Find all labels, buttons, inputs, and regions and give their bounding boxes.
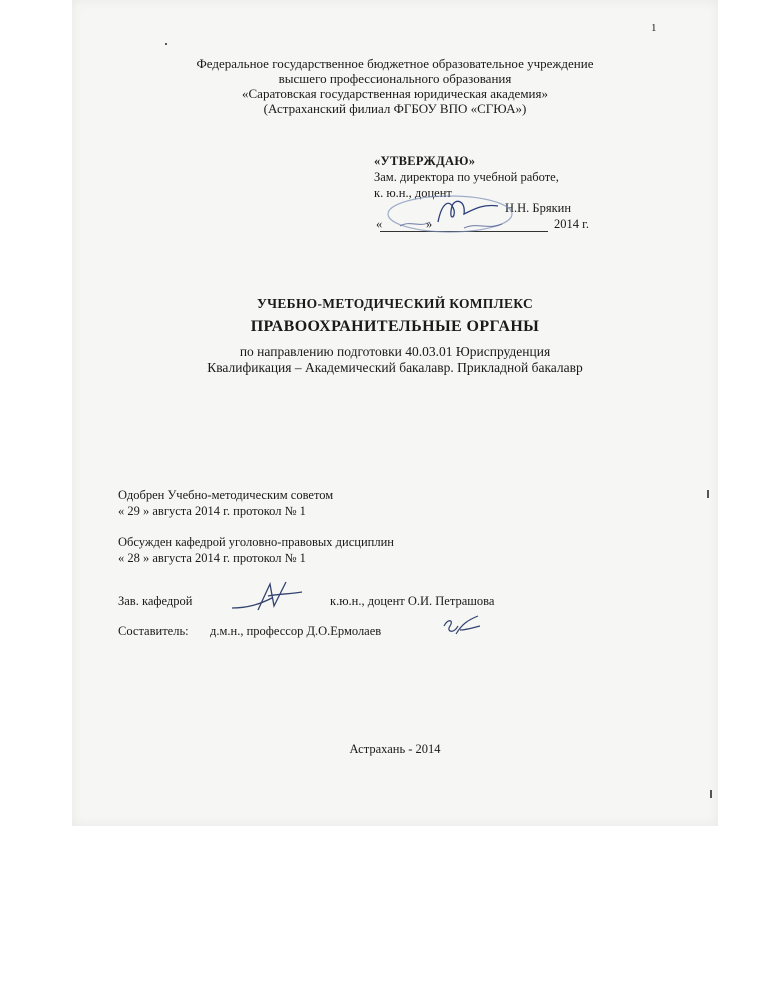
approval-name: Н.Н. Брякин xyxy=(505,201,572,215)
head-signature xyxy=(228,578,318,614)
approval-position: Зам. директора по учебной работе, xyxy=(374,170,559,184)
approval-degree: к. ю.н., доцент xyxy=(374,186,452,200)
author-label: Составитель: xyxy=(118,624,189,638)
scanned-page xyxy=(72,0,718,826)
approval-stamp-signature xyxy=(380,192,515,243)
head-name: к.ю.н., доцент О.И. Петрашова xyxy=(330,594,495,608)
department-discussion: Обсужден кафедрой уголовно-правовых дисциплин xyxy=(118,535,394,549)
header-line-2: высшего профессионального образования xyxy=(278,71,512,86)
header-line-3: «Саратовская государственная юридическая академия» xyxy=(242,86,548,101)
approval-date-mid: » xyxy=(426,217,433,231)
head-label: Зав. кафедрой xyxy=(118,594,193,608)
scan-mark xyxy=(710,790,712,798)
council-date: « 29 » августа 2014 г. протокол № 1 xyxy=(118,504,306,518)
author-signature xyxy=(440,612,484,642)
page-number: 1 xyxy=(651,22,657,34)
header-line-4: (Астраханский филиал ФГБОУ ВПО «СГЮА») xyxy=(263,101,527,116)
approval-year: 2014 г. xyxy=(554,217,589,231)
approval-date-open: « xyxy=(376,217,383,231)
course-title: ПРАВООХРАНИТЕЛЬНЫЕ ОРГАНЫ xyxy=(250,318,540,335)
approval-title: «УТВЕРЖДАЮ» xyxy=(374,154,476,168)
direction-line: по направлению подготовки 40.03.01 Юриспруденция xyxy=(239,344,551,359)
council-approval: Одобрен Учебно-методическим советом xyxy=(118,488,334,502)
qualification-line: Квалификация – Академический бакалавр. Прикладной бакалавр xyxy=(207,360,583,375)
scan-mark xyxy=(165,43,167,45)
author-name: д.м.н., профессор Д.О.Ермолаев xyxy=(210,624,382,638)
scan-mark xyxy=(707,490,709,498)
city-year: Астрахань - 2014 xyxy=(349,742,441,756)
header-line-1: Федеральное государственное бюджетное образовательное учреждение xyxy=(196,56,594,71)
department-date: « 28 » августа 2014 г. протокол № 1 xyxy=(118,551,306,565)
document-type: УЧЕБНО-МЕТОДИЧЕСКИЙ КОМПЛЕКС xyxy=(256,296,534,311)
